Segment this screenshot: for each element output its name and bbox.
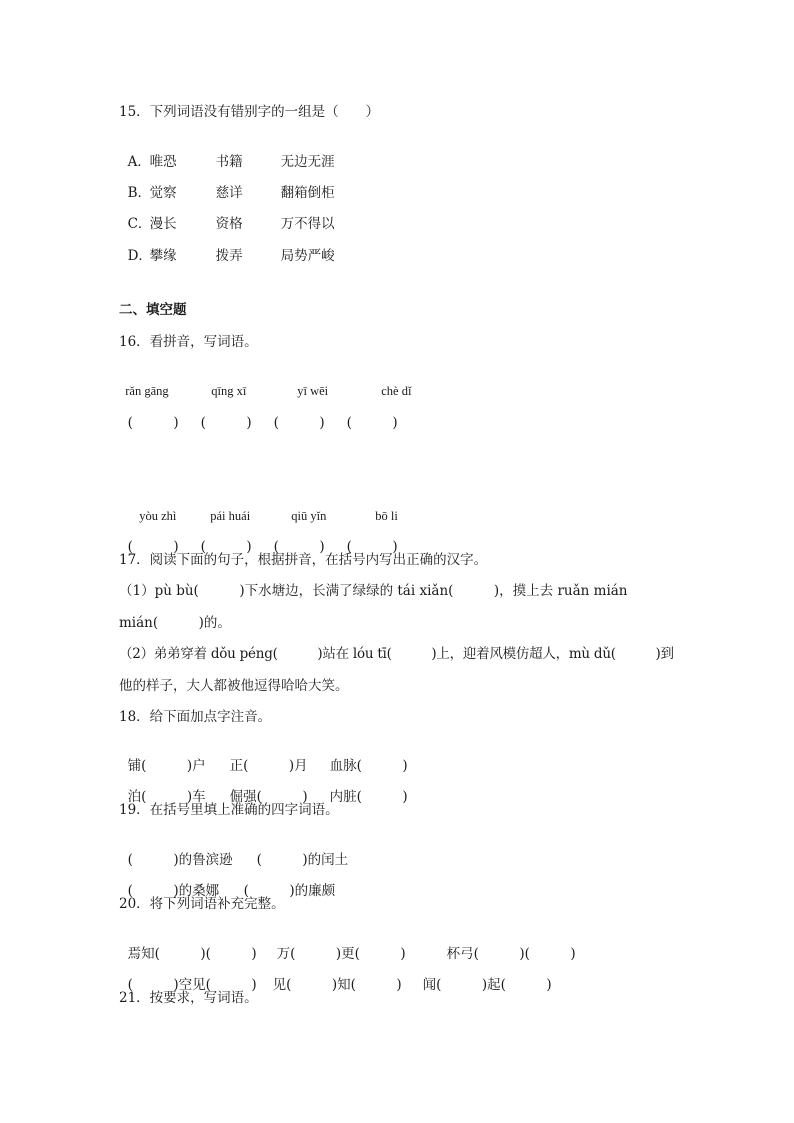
phonetic-item: 正( )月 xyxy=(229,758,308,774)
option-word-3: 无边无涯 xyxy=(280,154,335,170)
option-word-2: 拨弄 xyxy=(215,248,243,264)
pinyin-item: pái huái xyxy=(210,509,251,523)
option-word-2: 资格 xyxy=(215,216,243,232)
pinyin-item: rǎn gāng xyxy=(125,384,169,398)
option-word-1: 唯恐 xyxy=(149,154,177,170)
q19-stem: 19．在括号里填上准确的四字词语。 xyxy=(119,802,339,818)
idiom-completion-item: 焉知( )( ) xyxy=(127,946,257,962)
q17-sentence-2-line-2: 他的样子，大人都被他逗得哈哈大笑。 xyxy=(119,678,349,694)
idiom-blank-item: ( )的廉颇 xyxy=(243,883,336,899)
phonetic-item: 倔强( ) xyxy=(229,789,308,805)
q15-stem: 15．下列词语没有错别字的一组是（ ） xyxy=(119,104,380,120)
option-letter: A． xyxy=(127,154,151,170)
idiom-blank-item: ( )的桑娜 xyxy=(127,883,220,899)
q17-sentence-1-line-1: （1）pù bù( )下水塘边，长满了绿绿的 tái xiǎn( )，摸上去 ruǎn mián xyxy=(119,583,628,599)
idiom-completion-item: 见( )知( ) xyxy=(272,977,402,993)
q17-sentence-1-line-2: mián( )的。 xyxy=(119,615,231,631)
q15-option-c xyxy=(119,197,335,233)
pinyin-item: qiū yǐn xyxy=(291,509,327,523)
option-word-2: 书籍 xyxy=(215,154,243,170)
pinyin-item: qīng xī xyxy=(211,384,247,398)
answer-blank[interactable]: ( ) xyxy=(273,539,325,555)
option-word-1: 觉察 xyxy=(149,185,177,201)
answer-blank[interactable]: ( ) xyxy=(200,415,252,431)
idiom-blank-item: ( )的鲁滨逊 xyxy=(127,852,233,868)
idiom-completion-item: ( )空见( ) xyxy=(127,977,257,993)
answer-blank[interactable]: ( ) xyxy=(200,539,252,555)
q16-blank-row-1 xyxy=(119,396,398,432)
q17-sentence-2-line-1: （2）弟弟穿着 dǒu péng( )站在 lóu tī( )上，迎着风模仿超人，mù dǔ( )到 xyxy=(119,646,674,662)
pinyin-item: yòu zhì xyxy=(139,509,177,523)
section-title: 二、填空题 xyxy=(119,302,187,318)
q20-stem: 20．将下列词语补充完整。 xyxy=(119,896,285,912)
idiom-completion-item: 闻( )起( ) xyxy=(422,977,552,993)
option-letter: D． xyxy=(127,248,152,264)
option-letter: C． xyxy=(127,216,152,232)
idiom-blank-item: ( )的闰土 xyxy=(256,852,349,868)
phonetic-item: 铺( )户 xyxy=(127,758,206,774)
answer-blank[interactable]: ( ) xyxy=(127,539,179,555)
option-word-3: 局势严峻 xyxy=(280,248,335,264)
option-letter: B． xyxy=(127,185,152,201)
phonetic-item: 泊( )车 xyxy=(127,789,206,805)
q15-option-d xyxy=(119,229,335,265)
answer-blank[interactable]: ( ) xyxy=(273,415,325,431)
option-word-1: 攀缘 xyxy=(149,248,177,264)
option-word-2: 慈详 xyxy=(215,185,243,201)
pinyin-item: yī wēi xyxy=(297,384,329,398)
answer-blank[interactable]: ( ) xyxy=(346,415,398,431)
q16-stem: 16．看拼音，写词语。 xyxy=(119,334,258,350)
idiom-completion-item: 杯弓( )( ) xyxy=(446,946,576,962)
q21-stem: 21．按要求，写词语。 xyxy=(119,990,258,1006)
idiom-completion-item: 万( )更( ) xyxy=(276,946,406,962)
phonetic-item: 血脉( ) xyxy=(329,758,408,774)
option-word-1: 漫长 xyxy=(149,216,177,232)
pinyin-item: bō li xyxy=(375,509,398,523)
q18-stem: 18．给下面加点字注音。 xyxy=(119,709,272,725)
q16-pinyin-row-1 xyxy=(119,364,411,400)
answer-blank[interactable]: ( ) xyxy=(127,415,179,431)
phonetic-item: 内脏( ) xyxy=(329,789,408,805)
pinyin-item: chè dǐ xyxy=(381,384,412,398)
q17-stem: 17．阅读下面的句子，根据拼音，在括号内写出正确的汉字。 xyxy=(119,552,488,568)
option-word-3: 万不得以 xyxy=(280,216,335,232)
answer-blank[interactable]: ( ) xyxy=(346,539,398,555)
option-word-3: 翻箱倒柜 xyxy=(280,185,335,201)
